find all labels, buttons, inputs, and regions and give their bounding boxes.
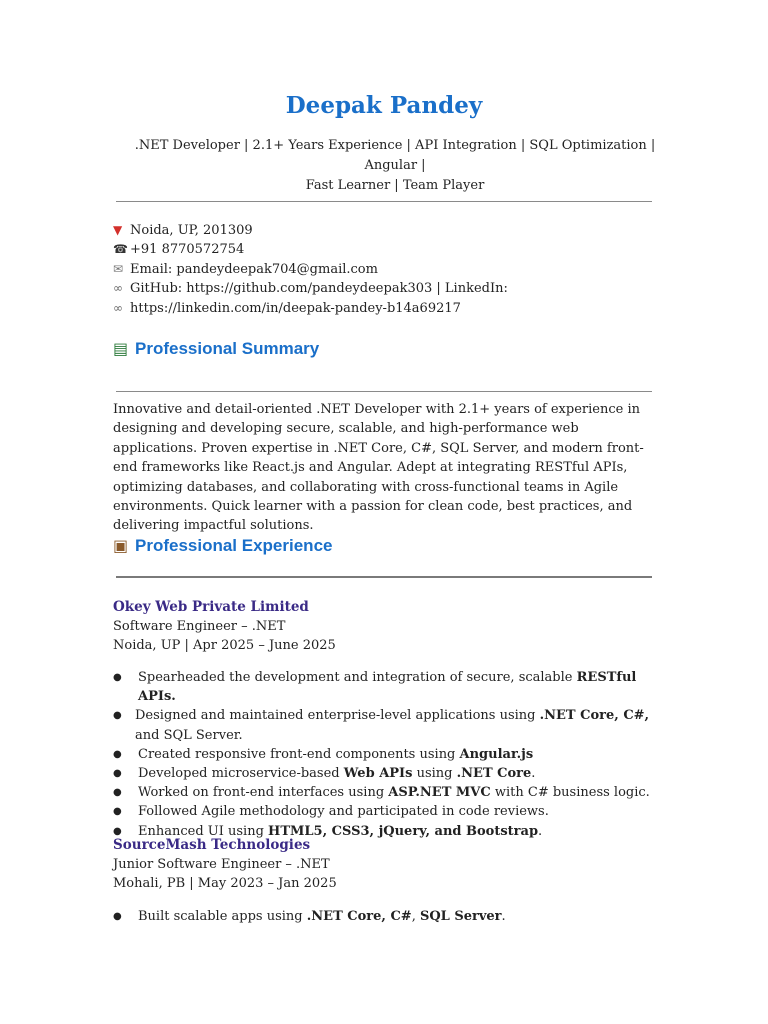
tagline-line-1: .NET Developer | 2.1+ Years Experience | API Integration | SQL Optimization | Angular |: [134, 138, 656, 173]
email-text[interactable]: Email: pandeydeepak704@gmail.com: [130, 261, 378, 277]
phone-icon: ☎: [113, 242, 128, 257]
envelope-icon: ✉: [113, 261, 124, 276]
phone-text: +91 8770572754: [130, 242, 245, 258]
summary-heading-text: Professional Summary: [135, 339, 320, 358]
company-name: Okey Web Private Limited: [113, 599, 309, 615]
contact-email[interactable]: [113, 260, 508, 279]
list-item: ● Built scalable apps using .NET Core, C#, SQL Server.: [113, 907, 653, 926]
list-item: ● Designed and maintained enterprise-level applications using .NET Core, C#, and SQL Server.: [113, 706, 653, 744]
link-icon: ∞: [113, 300, 123, 315]
experience-heading: [113, 536, 332, 556]
job-bullets: [113, 668, 653, 841]
contact-phone: [113, 240, 508, 259]
contact-block: [113, 221, 508, 318]
contact-github[interactable]: [113, 279, 508, 298]
tagline-line-2: Fast Learner | Team Player: [305, 178, 485, 193]
candidate-name: Deepak Pandey: [285, 92, 483, 119]
location-text: Noida, UP, 201309: [130, 223, 253, 238]
contact-linkedin[interactable]: [113, 299, 508, 318]
summary-paragraph: Innovative and detail-oriented .NET Developer with 2.1+ years of experience in designing and developing secure, scalable, and high-performance web applications. Proven expertise in .NET Core, C#, SQL Server, and modern front-end frameworks like React.js and Angular. Adept at integrating RESTful APIs, optimizing databases, and collaborating with cross-functional teams in Agile environments. Quick learner with a passion for clean code, best practices, and delivering impactful solutions.: [113, 402, 644, 534]
github-text[interactable]: GitHub: https://github.com/pandeydeepak303 | LinkedIn:: [130, 281, 508, 297]
experience-heading-text: Professional Experience: [135, 536, 333, 555]
list-item: ● Spearheaded the development and integration of secure, scalable RESTful APIs.: [113, 668, 653, 706]
list-item: ● Worked on front-end interfaces using ASP.NET MVC with C# business logic.: [113, 783, 653, 802]
pin-icon: ▼: [113, 223, 123, 237]
job-details: [113, 617, 336, 656]
job-role: Software Engineer – .NET: [113, 619, 286, 634]
list-item: ● Created responsive front-end components using Angular.js: [113, 745, 653, 764]
headline-tagline: [130, 136, 660, 196]
books-icon: ▤: [113, 339, 129, 358]
linkedin-text[interactable]: https://linkedin.com/in/deepak-pandey-b14a69217: [130, 300, 461, 316]
contact-location: [113, 221, 508, 240]
experience-divider: [116, 576, 652, 578]
summary-divider: [116, 391, 652, 392]
job-location-dates: Mohali, PB | May 2023 – Jan 2025: [113, 876, 337, 892]
list-item: ● Followed Agile methodology and participated in code reviews.: [113, 802, 653, 821]
summary-heading: [113, 339, 319, 359]
list-item: ● Developed microservice-based Web APIs using .NET Core.: [113, 764, 653, 783]
job-role: Junior Software Engineer – .NET: [113, 857, 330, 872]
header-divider: [116, 201, 652, 202]
briefcase-icon: ▣: [113, 536, 129, 555]
job-bullets: [113, 907, 653, 926]
link-icon: ∞: [113, 281, 123, 296]
job-location-dates: Noida, UP | Apr 2025 – June 2025: [113, 638, 336, 654]
list-item: ● Enhanced UI using HTML5, CSS3, jQuery, and Bootstrap.: [113, 822, 653, 841]
job-details: [113, 855, 337, 894]
company-name: SourceMash Technologies: [113, 837, 311, 853]
